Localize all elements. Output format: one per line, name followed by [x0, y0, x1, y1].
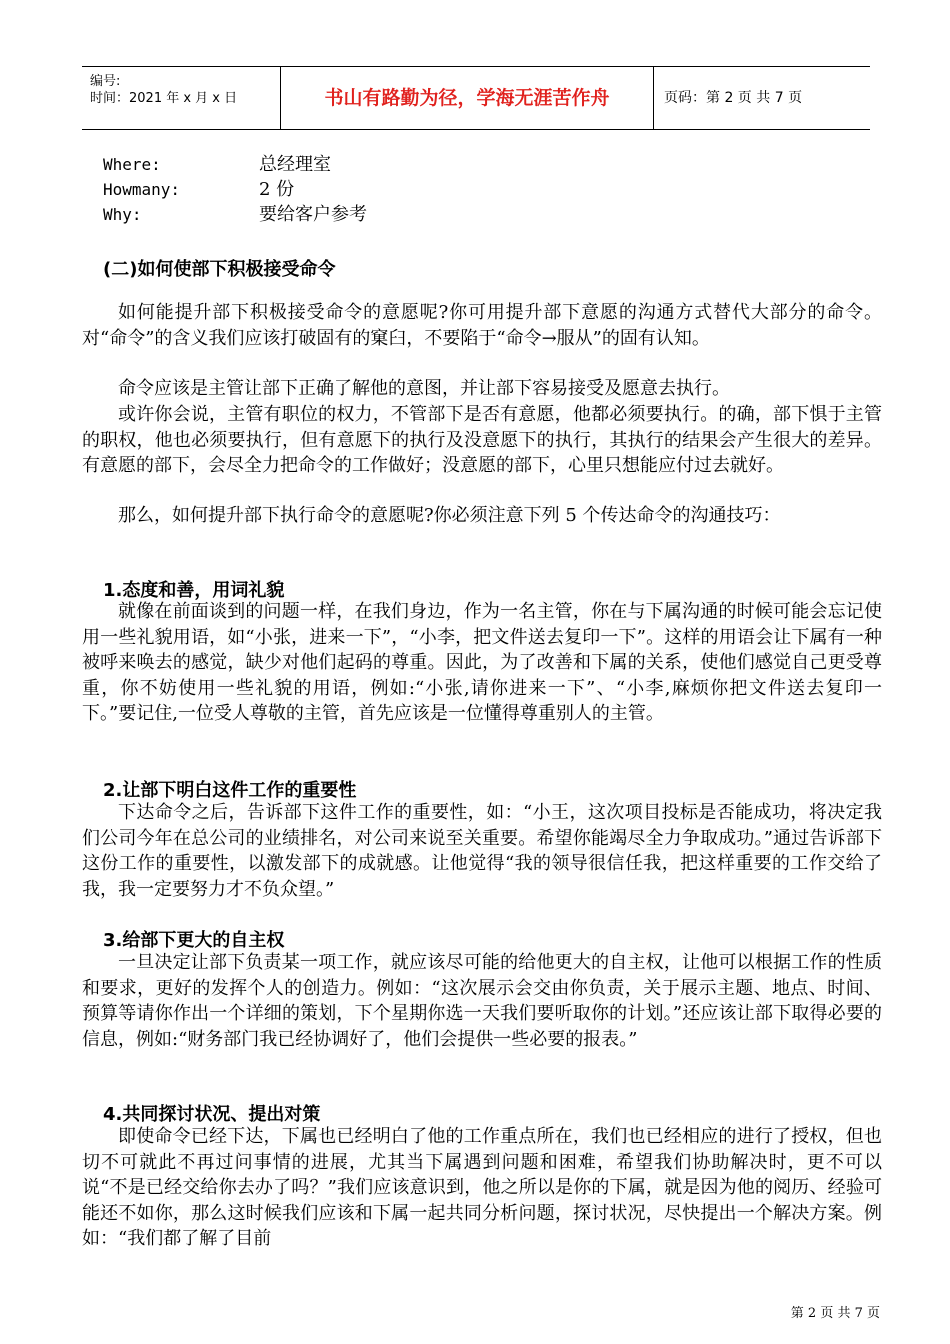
page-footer: 第 2 页 共 7 页 [790, 1306, 880, 1321]
tip-title: 1.态度和善，用词礼貌 [103, 580, 285, 601]
w-question-row [103, 177, 367, 202]
tip-body: 一旦决定让部下负责某一项工作，就应该尽可能的给他更大的自主权，让他可以根据工作的性质和要求，更好的发挥个人的创造力。例如：“这次展示会交由你负责，关于展示主题、地点、时间、预算等请你作出一个详细的策划，下个星期你选一天我们要听取你的计划。”还应该让部下取得必要的信息，例如:“财务部门我已经协调好了，他们会提供一些必要的报表。” [82, 952, 882, 1050]
page-header [82, 66, 870, 130]
header-motto: 书山有路勤为径，学海无涯苦作舟 [281, 67, 654, 129]
tip-title: 2.让部下明白这件工作的重要性 [103, 780, 357, 801]
intro-paragraph: 如何能提升部下积极接受命令的意愿呢?你可用提升部下意愿的沟通方式替代大部分的命令。对“命令”的含义我们应该打破固有的窠臼，不要陷于“命令→服从”的固有认知。 [82, 302, 882, 349]
w-question-list [103, 152, 367, 227]
intro-paragraph: 那么，如何提升部下执行命令的意愿呢?你必须注意下列 5 个传达命令的沟通技巧： [118, 505, 781, 526]
w-question-value: 总经理室 [259, 154, 331, 175]
document-number-label: 编号: [90, 74, 121, 89]
w-question-row [103, 152, 367, 177]
header-meta-cell [82, 67, 281, 129]
tip-body: 下达命令之后，告诉部下这件工作的重要性，如：“小王，这次项目投标是否能成功，将决定我们公司今年在总公司的业绩排名，对公司来说至关重要。希望你能竭尽全力争取成功。”通过告诉部下这份工作的重要性，以激发部下的成就感。让他觉得“我的领导很信任我，把这样重要的工作交给了我，我一定要努力才不负众望。” [82, 802, 882, 900]
intro-paragraph: 命令应该是主管让部下正确了解他的意图，并让部下容易接受及愿意去执行。 [118, 378, 730, 399]
intro-paragraph: 或许你会说，主管有职位的权力，不管部下是否有意愿，他都必须要执行。的确，部下惧于主管的职权，他也必须要执行，但有意愿下的执行及没意愿下的执行，其执行的结果会产生很大的差异。有意愿的部下，会尽全力把命令的工作做好；没意愿的部下，心里只想能应付过去就好。 [82, 404, 882, 476]
document-time-label: 时间：2021 年 x 月 x 日 [90, 91, 238, 106]
w-question-key: Where: [103, 155, 161, 174]
w-question-value: 2 份 [259, 179, 295, 200]
tip-body: 即使命令已经下达，下属也已经明白了他的工作重点所在，我们也已经相应的进行了授权，但也切不可就此不再过问事情的进展，尤其当下属遇到问题和困难，希望我们协助解决时，更不可以说“不是已经交给你去办了吗？”我们应该意识到，他之所以是你的下属，就是因为他的阅历、经验可能还不如你，那么这时候我们应该和下属一起共同分析问题，探讨状况，尽快提出一个解决方案。例如：“我们都了解了目前 [82, 1126, 882, 1249]
w-question-value: 要给客户参考 [259, 204, 367, 225]
w-question-row [103, 202, 367, 227]
tip-title: 4.共同探讨状况、提出对策 [103, 1104, 321, 1125]
w-question-key: Howmany: [103, 180, 181, 199]
tip-title: 3.给部下更大的自主权 [103, 930, 285, 951]
section-title: (二)如何使部下积极接受命令 [103, 259, 336, 280]
header-page-label: 页码：第 2 页 共 7 页 [664, 90, 803, 106]
w-question-key: Why: [103, 205, 142, 224]
tip-body: 就像在前面谈到的问题一样，在我们身边，作为一名主管，你在与下属沟通的时候可能会忘记使用一些礼貌用语，如“小张，进来一下”，“小李，把文件送去复印一下”。这样的用语会让下属有一种被呼来唤去的感觉，缺少对他们起码的尊重。因此，为了改善和下属的关系，使他们感觉自己更受尊重，你不妨使用一些礼貌的用语，例如:“小张,请你进来一下”、“小李,麻烦你把文件送去复印一下。”要记住,一位受人尊敬的主管，首先应该是一位懂得尊重别人的主管。 [82, 601, 882, 724]
